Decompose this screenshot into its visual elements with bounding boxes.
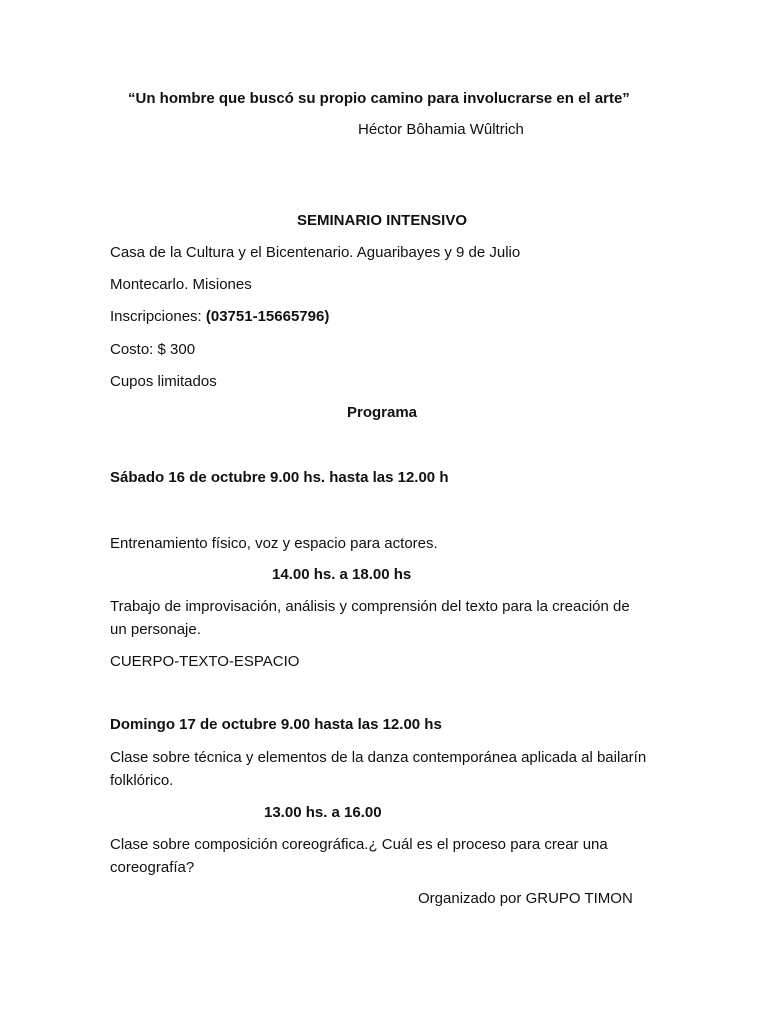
day2-afternoon-time: 13.00 hs. a 16.00	[264, 804, 382, 821]
venue: Casa de la Cultura y el Bicentenario. Aguaribayes y 9 de Julio	[110, 244, 521, 261]
day1-motto: CUERPO-TEXTO-ESPACIO	[110, 653, 300, 670]
city: Montecarlo. Misiones	[110, 276, 252, 293]
program-title: Programa	[347, 404, 418, 421]
cost	[110, 338, 195, 362]
day1-heading: Sábado 16 de octubre 9.00 hs. hasta las 12.00 h	[110, 469, 449, 486]
day1-morning-activity: Entrenamiento físico, voz y espacio para actores.	[110, 535, 438, 552]
quote-author: Héctor Bôhamia Wûltrich	[358, 121, 524, 138]
day2-heading: Domingo 17 de octubre 9.00 hasta las 12.00 hs	[110, 716, 442, 733]
registration-label: Inscripciones:	[110, 308, 206, 325]
day1-afternoon-time: 14.00 hs. a 18.00 hs	[272, 566, 412, 583]
cost-label: Costo:	[110, 341, 154, 358]
registration	[110, 305, 329, 329]
day2-morning-activity: Clase sobre técnica y elementos de la danza contemporánea aplicada al bailarín folklórico.	[110, 749, 647, 789]
registration-phone: (03751-15665796)	[205, 308, 330, 325]
limited-seats: Cupos limitados	[110, 373, 217, 390]
organizer: Organizado por GRUPO TIMON	[418, 890, 633, 907]
day1-afternoon-activity: Trabajo de improvisación, análisis y comprensión del texto para la creación de un personaje.	[110, 598, 630, 638]
quote: “Un hombre que buscó su propio camino para involucrarse en el arte”	[128, 90, 630, 107]
seminar-title: SEMINARIO INTENSIVO	[297, 212, 468, 229]
day2-afternoon-activity: Clase sobre composición coreográfica.¿ Cuál es el proceso para crear una coreografía?	[110, 836, 608, 876]
cost-value: $ 300	[153, 341, 196, 358]
